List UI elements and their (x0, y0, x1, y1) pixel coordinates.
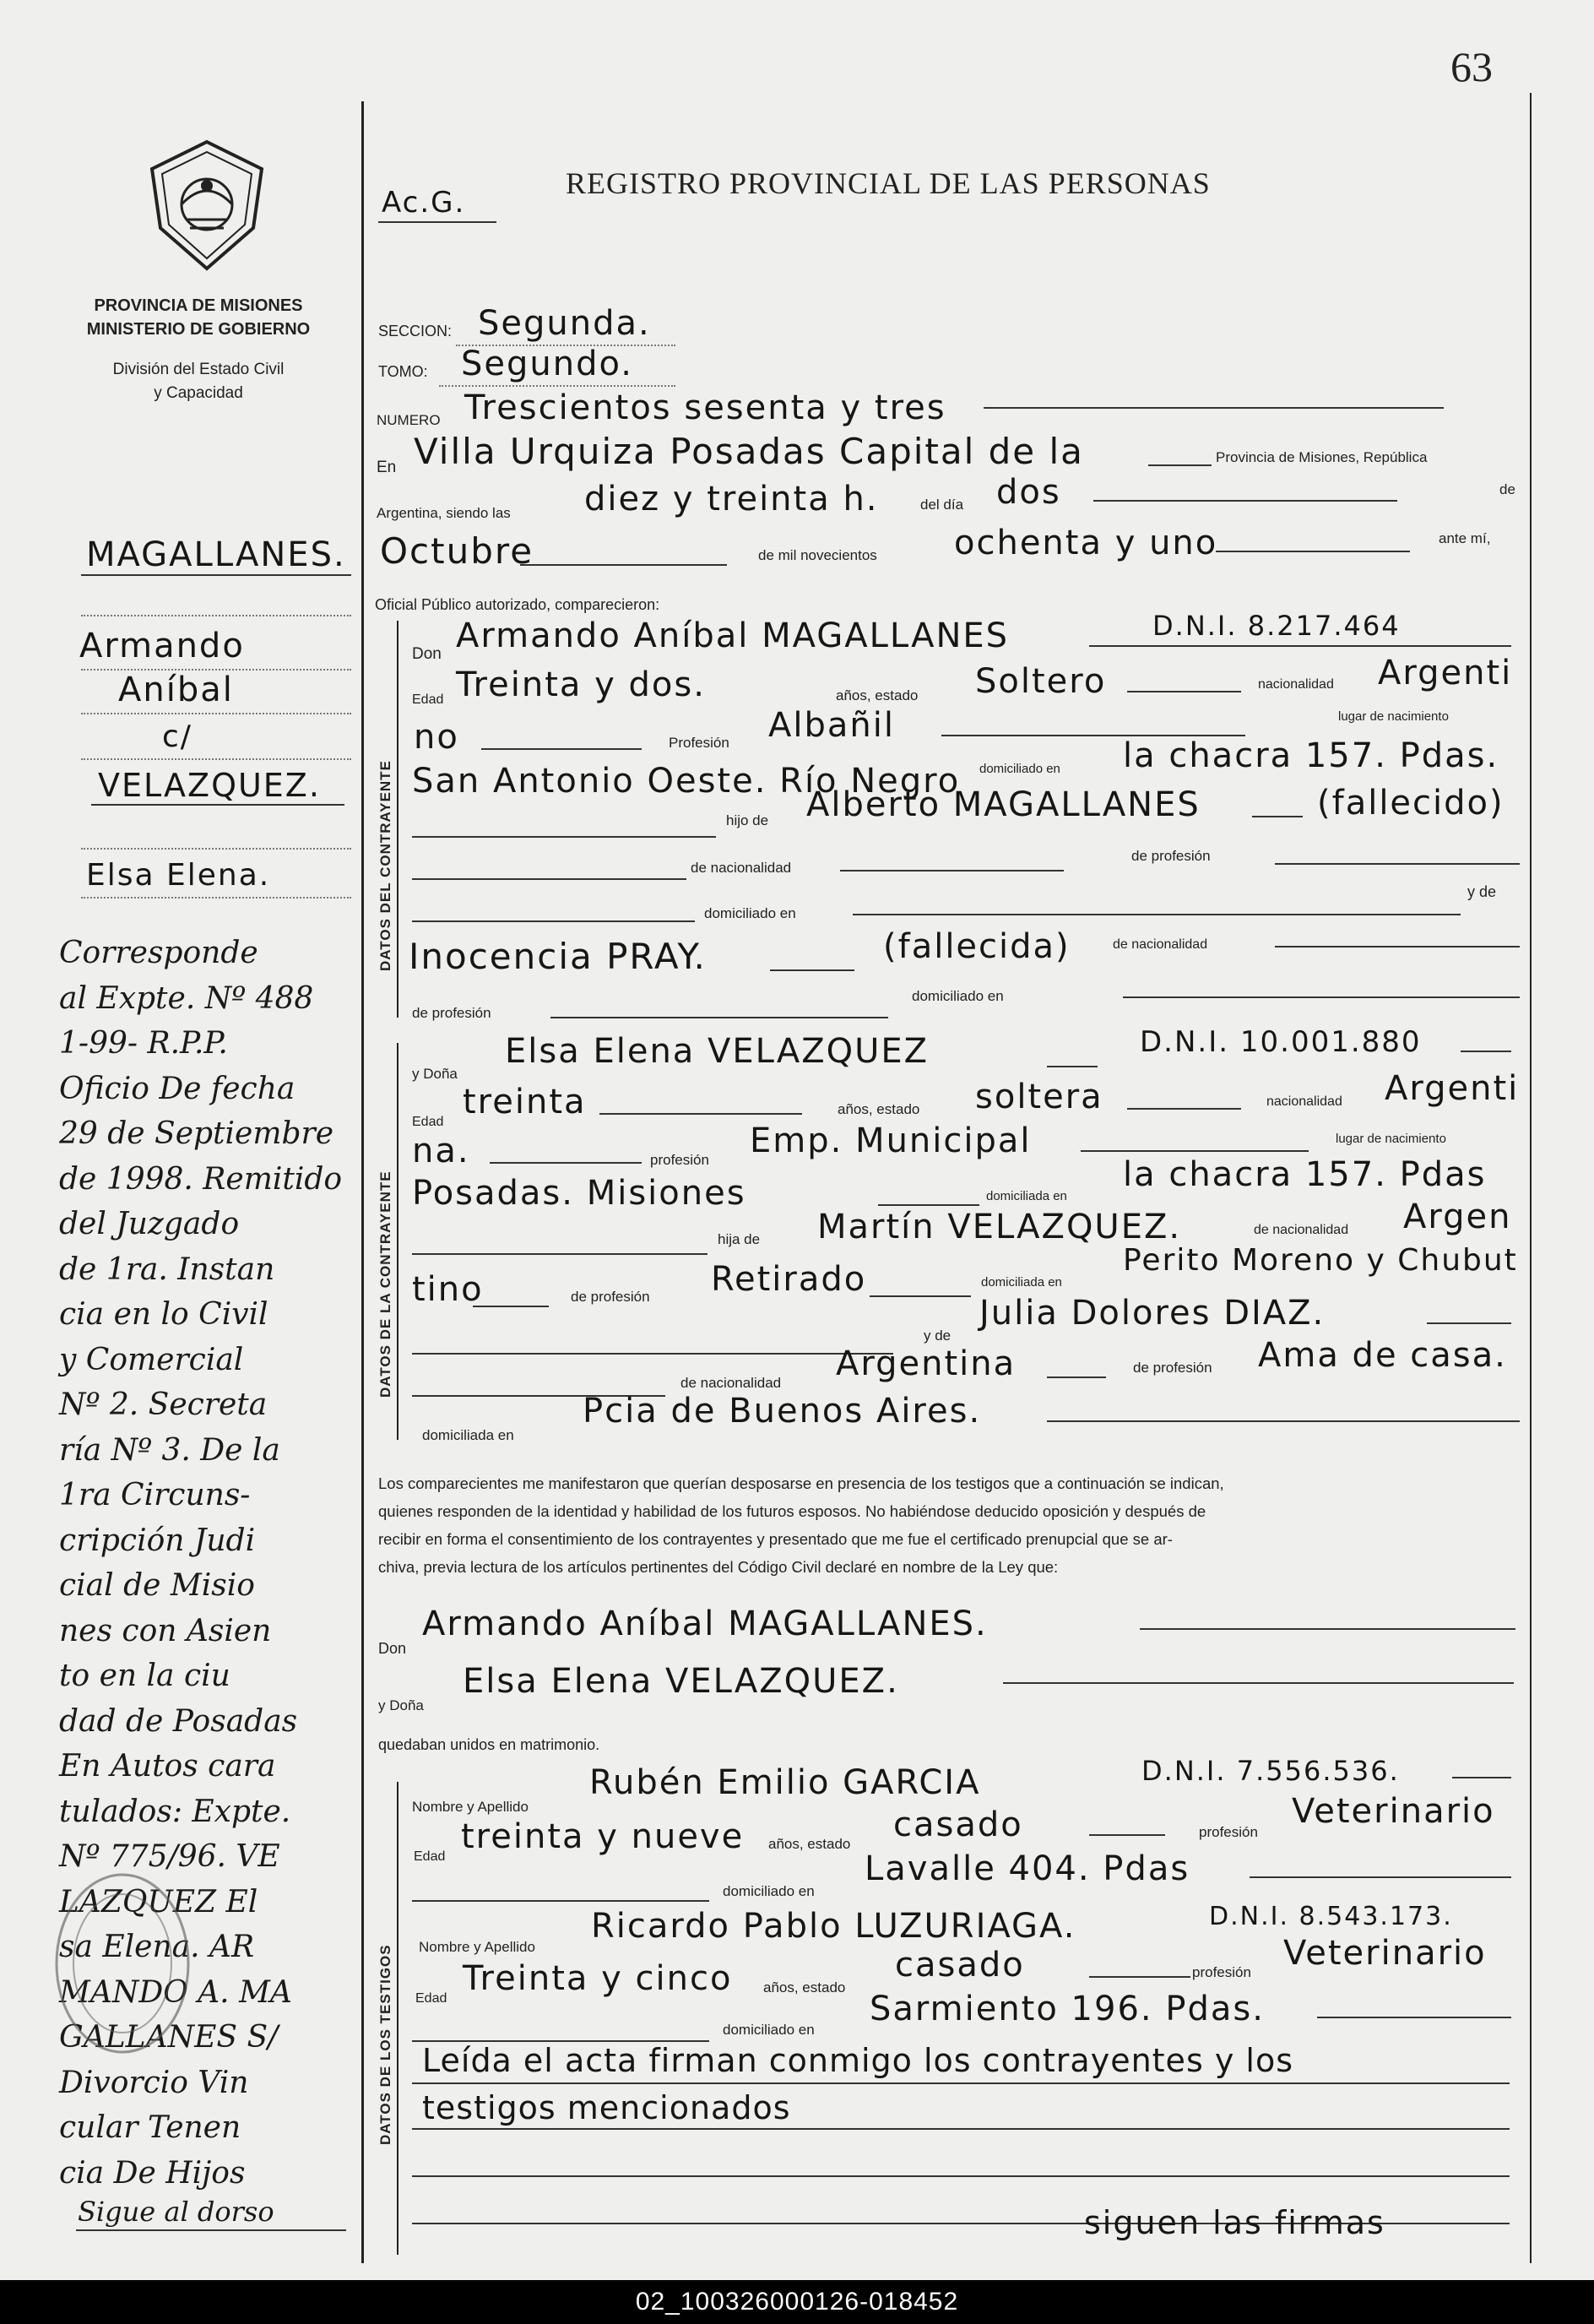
testigo2-label: Nombre y Apellido (419, 1939, 535, 1955)
annotation-line: cia en lo Civil (59, 1297, 268, 1332)
y-de-label: y de (1467, 883, 1497, 900)
oficial-label: Oficial Público autorizado, comparecieron: (375, 596, 660, 613)
margin-surname-1: MAGALLANES. (86, 535, 346, 574)
testigos-section-label: DATOS DE LOS TESTIGOS (377, 1944, 393, 2145)
contrayenta-madre-nac: Argentina (836, 1344, 1017, 1383)
contrayente-dni: D.N.I. 8.217.464 (1152, 610, 1401, 642)
testigo1-label: Nombre y Apellido (412, 1799, 529, 1815)
right-rule (1530, 93, 1532, 2263)
testigo2-edad: Treinta y cinco (463, 1959, 733, 1998)
annotation-line: dad de Posadas (59, 1703, 298, 1739)
testigo2-dni: D.N.I. 8.543.173. (1209, 1902, 1453, 1931)
profesion-label-2: profesión (650, 1152, 709, 1168)
domiciliado-en-label-2: domiciliado en (912, 988, 1004, 1004)
margin-rule (361, 101, 364, 2263)
annotation-line: ría Nº 3. De la (59, 1432, 280, 1468)
tomo-value: Segundo. (461, 345, 633, 383)
profesion-label: Profesión (669, 735, 729, 751)
union-don: Armando Aníbal MAGALLANES. (422, 1605, 988, 1643)
madre-nac-label: de nacionalidad (680, 1375, 782, 1391)
contrayenta-madre-dom: Pcia de Buenos Aires. (583, 1392, 982, 1431)
page-number: 63 (1450, 43, 1493, 90)
contrayenta-padre-dom: Perito Moreno y Chubut (1123, 1243, 1518, 1278)
annotation-line: del Juzgado (59, 1207, 240, 1241)
margin-footer: Sigue al dorso (78, 2196, 274, 2228)
annotation-line: nes con Asien (59, 1613, 272, 1648)
contrayente-padre-nota: (fallecido) (1317, 784, 1505, 823)
annotation-line: de 1998. Remitido (59, 1161, 343, 1197)
testigo1-edad: treinta y nueve (461, 1817, 745, 1856)
testigo1-edad-label: Edad (414, 1849, 446, 1864)
annotation-line: sa Elena. AR (59, 1930, 255, 1964)
scan-id: 02_100326000126-018452 (635, 2288, 959, 2316)
contrayenta-madre: Julia Dolores DIAZ. (979, 1294, 1326, 1333)
annotation-line: y Comercial (59, 1342, 244, 1377)
contrayenta-madre-prof: Ama de casa. (1258, 1336, 1507, 1375)
contrayenta-domicilio: la chacra 157. Pdas (1123, 1155, 1487, 1194)
contrayente-lugar-nac: San Antonio Oeste. Río Negro (412, 762, 961, 801)
domicilio-label: domiciliado en (979, 762, 1060, 776)
contrayente-nombre: Armando Aníbal MAGALLANES (456, 616, 1010, 655)
lugar-value: Villa Urquiza Posadas Capital de la (414, 431, 1084, 472)
contrayenta-rule (397, 1043, 398, 1440)
contrayente-edad: Treinta y dos. (456, 665, 706, 704)
don-label: Don (412, 645, 442, 663)
testigo1-prof: Veterinario (1292, 1792, 1495, 1831)
estado-label: años, estado (836, 687, 919, 703)
domiciliado-en-label: domiciliado en (704, 905, 796, 921)
testigo1-estado-label: años, estado (768, 1836, 851, 1852)
testigo2-prof: Veterinario (1283, 1934, 1487, 1973)
annotation-line: de 1ra. Instan (59, 1252, 275, 1287)
margin-surname-2: VELAZQUEZ. (98, 767, 321, 804)
testigos-rule (397, 1782, 398, 2255)
hora-value: diez y treinta h. (584, 480, 879, 519)
padre-prof-label: de profesión (571, 1289, 650, 1305)
annotation-line: cia De Hijos (59, 2155, 246, 2191)
anio-value: ochenta y uno (954, 524, 1218, 562)
testigo2-estado: casado (895, 1946, 1025, 1985)
agency-division: División del Estado Civil (112, 361, 285, 378)
contrayenta-nacionalidad-cont: na. (412, 1132, 470, 1170)
contrayenta-padre-nac: Argen (1403, 1197, 1512, 1236)
madre-dom-label: domiciliada en (422, 1427, 514, 1443)
contrayenta-section-label: DATOS DE LA CONTRAYENTE (377, 1170, 393, 1398)
declaration-line-4: chiva, previa lectura de los artículos pertinentes del Código Civil declaré en nombre de la Ley que: (378, 1558, 1059, 1576)
contrayenta-padre: Martín VELAZQUEZ. (817, 1208, 1182, 1246)
padre-dom-label: domiciliada en (981, 1275, 1062, 1290)
closing-line-2: testigos mencionados (422, 2089, 791, 2126)
declaration-line-1: Los comparecientes me manifestaron que querían desposarse en presencia de los testigos que a continuación se indican, (378, 1474, 1224, 1492)
annotation-line: LAZQUEZ El (59, 1884, 258, 1919)
lugar-nac-label-2: lugar de nacimiento (1336, 1132, 1446, 1146)
annotation-line: Corresponde (59, 936, 258, 970)
annotation-line: tulados: Expte. (59, 1794, 291, 1829)
annotation-line: cular Tenen (59, 2110, 241, 2145)
margin-conj: c/ (162, 719, 192, 754)
seccion-label: SECCION: (378, 323, 453, 339)
testigo2-dom: Sarmiento 196. Pdas. (870, 1990, 1265, 2028)
annotation-line: Nº 2. Secreta (59, 1387, 268, 1422)
de-nacionalidad-label: de nacionalidad (691, 860, 792, 876)
contrayente-estado: Soltero (975, 662, 1107, 701)
de-profesion-label-2: de profesión (412, 1005, 491, 1021)
quedaban-label: quedaban unidos en matrimonio. (378, 1736, 600, 1753)
agency-ministry: MINISTERIO DE GOBIERNO (86, 320, 311, 339)
edad-label-2: Edad (412, 1115, 444, 1129)
annotation-line: cripción Judi (59, 1523, 256, 1558)
provincia-label: Provincia de Misiones, República (1216, 449, 1428, 465)
de-profesion-label: de profesión (1131, 848, 1211, 864)
testigo2-estado-label: años, estado (763, 1979, 846, 1995)
annotation-line: Divorcio Vin (59, 2065, 249, 2100)
annotation-line: to en la ciu (59, 1659, 230, 1693)
argentina-label: Argentina, siendo las (377, 505, 511, 521)
testigo1-dom-label: domiciliado en (723, 1883, 815, 1899)
agency-capacity: y Capacidad (154, 384, 243, 402)
registrar-initials: Ac.G. (382, 186, 466, 220)
contrayenta-edad: treinta (463, 1083, 587, 1121)
margin-name-anibal: Aníbal (118, 671, 234, 709)
closing-line-1: Leída el acta firman conmigo los contrayentes y los (422, 2042, 1293, 2079)
madre-prof-label: de profesión (1133, 1360, 1212, 1376)
contrayente-section-label: DATOS DEL CONTRAYENTE (377, 760, 393, 971)
dia-value: dos (996, 473, 1061, 512)
registry-title: REGISTRO PROVINCIAL DE LAS PERSONAS (566, 166, 1211, 200)
margin-name-elsa: Elsa Elena. (86, 858, 271, 893)
y-de-label-2: y de (924, 1328, 952, 1344)
annotation-line: Nº 775/96. VE (59, 1839, 280, 1874)
annotation-line: 1ra Circuns- (59, 1478, 251, 1512)
testigo1-prof-label: profesión (1199, 1824, 1258, 1840)
lugar-nac-label: lugar de nacimiento (1338, 709, 1449, 724)
round-stamp-icon (51, 1866, 194, 2061)
testigo1-estado: casado (893, 1805, 1023, 1844)
testigo1-nombre: Rubén Emilio GARCIA (589, 1763, 981, 1802)
testigo1-dni: D.N.I. 7.556.536. (1141, 1755, 1400, 1787)
margin-name-armando: Armando (79, 627, 245, 665)
de-nacionalidad-label-2: de nacionalidad (1113, 937, 1208, 952)
annotation-line: 1-99- R.P.P. (59, 1026, 228, 1061)
testigo2-prof-label: profesión (1192, 1964, 1251, 1980)
contrayente-madre-nota: (fallecida) (883, 927, 1071, 966)
testigo2-nombre: Ricardo Pablo LUZURIAGA. (591, 1907, 1076, 1946)
nacionalidad-label: nacionalidad (1258, 677, 1334, 692)
hija-label: hija de (718, 1231, 761, 1247)
siguen-las-firmas: siguen las firmas (1084, 2204, 1385, 2241)
ante-mi-label: ante mí, (1439, 530, 1491, 546)
union-dona-label: y Doña (378, 1697, 424, 1713)
contrayente-profesion: Albañil (768, 706, 895, 745)
padre-nac-label: de nacionalidad (1254, 1223, 1349, 1237)
annotation-line: cial de Misio (59, 1568, 255, 1603)
contrayente-padre: Alberto MAGALLANES (806, 785, 1201, 824)
union-dona: Elsa Elena VELAZQUEZ. (463, 1662, 899, 1701)
contrayenta-dni: D.N.I. 10.001.880 (1140, 1025, 1422, 1059)
hijo-label: hijo de (726, 812, 769, 828)
annotation-line: Oficio De fecha (59, 1071, 295, 1106)
agency-province: PROVINCIA DE MISIONES (94, 296, 303, 315)
declaration-line-2: quienes responden de la identidad y habilidad de los futuros esposos. No habiéndose deducido oposición y después de (378, 1502, 1206, 1520)
anio-label: de mil novecientos (758, 547, 877, 563)
contrayenta-nombre: Elsa Elena VELAZQUEZ (505, 1032, 930, 1071)
nacionalidad-label-2: nacionalidad (1266, 1094, 1342, 1109)
contrayenta-profesion: Emp. Municipal (750, 1121, 1032, 1160)
contrayente-rule (397, 621, 398, 1018)
seccion-value: Segunda. (478, 304, 651, 343)
contrayente-nacionalidad-cont: no (414, 718, 459, 757)
del-dia-label: del día (920, 497, 964, 513)
contrayenta-padre-prof: Retirado (711, 1260, 867, 1299)
numero-label: NUMERO (377, 412, 441, 428)
testigo1-dom: Lavalle 404. Pdas (865, 1849, 1190, 1888)
mes-value: Octubre (380, 530, 534, 572)
edad-label: Edad (412, 692, 444, 707)
union-don-label: Don (378, 1640, 407, 1657)
contrayente-domicilio: la chacra 157. Pdas. (1123, 736, 1499, 775)
annotation-line: MANDO A. MA (59, 1974, 292, 2010)
tomo-label: TOMO: (378, 363, 428, 380)
domicilio-label-2: domiciliada en (986, 1189, 1067, 1203)
contrayenta-nacionalidad: Argenti (1385, 1069, 1520, 1108)
contrayenta-padre-nac-cont: tino (412, 1270, 484, 1309)
contrayente-nacionalidad: Argenti (1378, 654, 1513, 692)
estado-label-2: años, estado (838, 1101, 920, 1117)
dona-label: y Doña (412, 1066, 458, 1082)
contrayenta-estado: soltera (975, 1078, 1103, 1116)
contrayente-madre: Inocencia PRAY. (409, 936, 707, 977)
declaration-line-3: recibir en forma el consentimiento de los contrayentes y presentado que me fue el certificado prenupcial que se ar- (378, 1530, 1173, 1548)
contrayenta-lugar-nac: Posadas. Misiones (412, 1174, 746, 1213)
de-label: de (1499, 481, 1515, 497)
annotation-line: al Expte. Nº 488 (59, 980, 314, 1016)
testigo2-dom-label: domiciliado en (723, 2022, 815, 2038)
annotation-line: 29 de Septiembre (59, 1116, 334, 1151)
annotation-line: En Autos cara (59, 1749, 276, 1784)
scan-id-bar (0, 2280, 1594, 2324)
annotation-line: GALLANES S/ (59, 2020, 279, 2055)
numero-value: Trescientos sesenta y tres (464, 388, 946, 427)
provincial-seal-icon (144, 135, 270, 274)
testigo2-edad-label: Edad (415, 1991, 447, 2006)
en-label: En (377, 459, 397, 476)
